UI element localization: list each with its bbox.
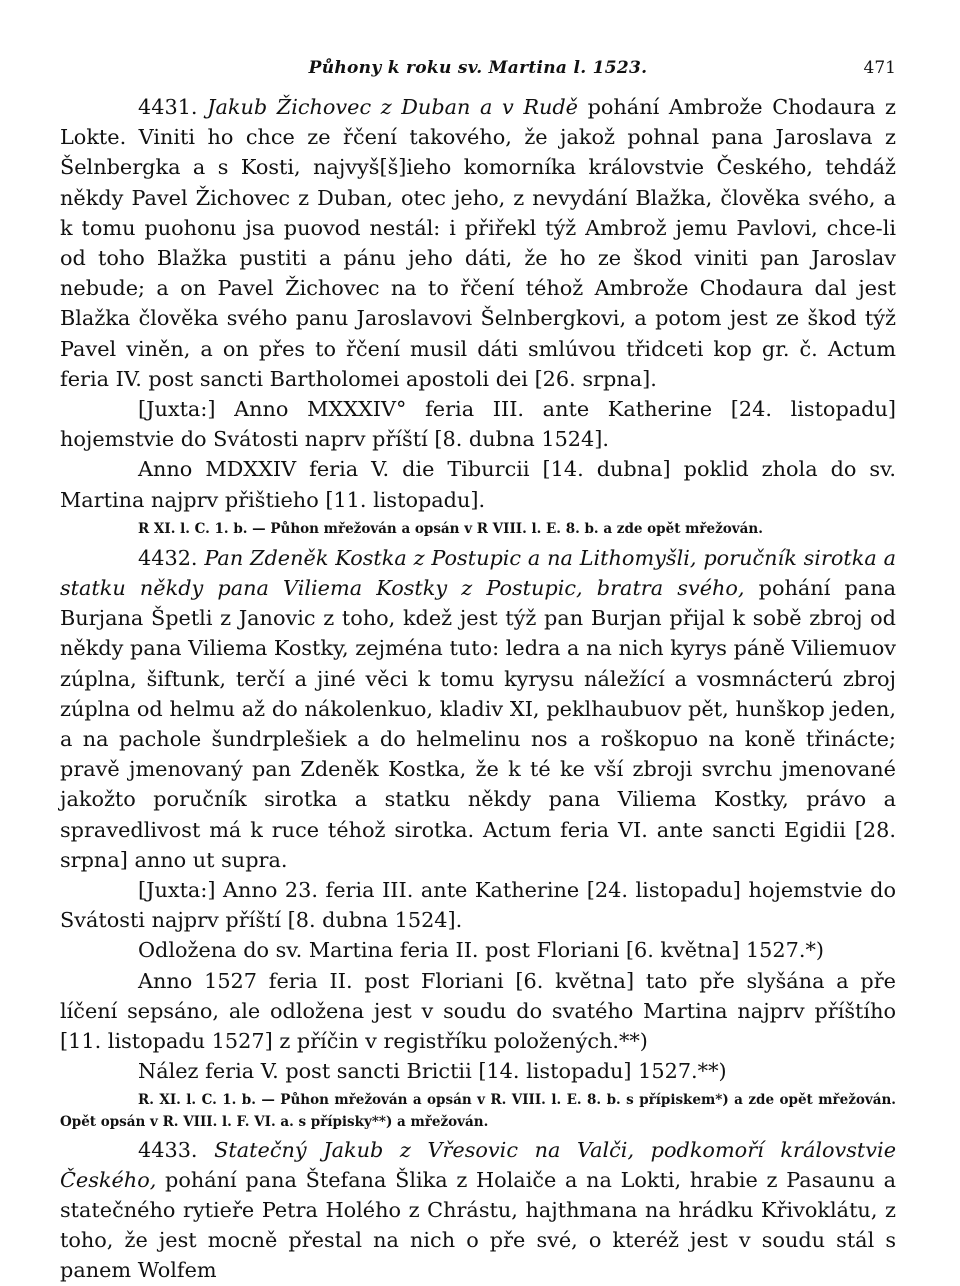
entry-party-name: Pan Zdeněk Kostka z Postupic a na Lithomyšli, poručník sirotka a statku někdy pana Viliema Kostky z Postupic, bratra svého, bbox=[60, 545, 896, 601]
entry-party-name: Jakub Žichovec z Duban a v Rudě bbox=[207, 95, 578, 119]
running-head: Půhony k roku sv. Martina l. 1523. bbox=[308, 58, 648, 78]
entry-4432-juxta: [Juxta:] Anno 23. feria III. ante Katherine [24. listopadu] hojemstvie do Svátosti najprv příští [8. dubna 1524]. bbox=[60, 878, 896, 933]
entry-number: 4431. bbox=[138, 95, 198, 119]
entry-4432 bbox=[60, 543, 896, 875]
entry-number: 4433. bbox=[138, 1137, 198, 1162]
entry-4432-note: R. XI. l. C. 1. b. — Půhon mřežován a opsán v R. VIII. l. E. 8. b. s přípiskem*) a zde opět mřežován. Opět opsán v R. VIII. l. F. VI. a. s přípisky**) a mřežován. bbox=[60, 1091, 896, 1130]
entry-body: pohání pana Štefana Šlika z Holaiče a na Lokti, hrabie z Pasaunu a statečného rytieře Petra Holého z Chrástu, hajthmana na hrádku Křivoklátu, z toho, že jest mocně přestal na nich o pře své, o kteréž jest v soudu stál s panem Wolfem bbox=[60, 1167, 896, 1283]
page-number: 471 bbox=[863, 58, 896, 78]
entry-4431-juxta: [Juxta:] Anno MXXXIV° feria III. ante Katherine [24. listopadu] hojemstvie do Svátosti naprv příští [8. dubna 1524]. bbox=[60, 397, 896, 452]
entry-4433 bbox=[60, 1135, 896, 1286]
entry-4432-odlozena: Odložena do sv. Martina feria II. post Floriani [6. května] 1527.*) bbox=[138, 938, 825, 963]
entry-4432-anno-1527: Anno 1527 feria II. post Floriani [6. května] tato pře slyšána a pře líčení sepsáno, ale odložena jest v soudu do svatého Martina najprv příštího [11. listopadu 1527] z příčin v registříku položených.**) bbox=[60, 968, 896, 1054]
entry-4431-anno: Anno MDXXIV feria V. die Tiburcii [14. dubna] poklid zhola do sv. Martina najprv přištieho [11. listopadu]. bbox=[60, 457, 896, 512]
entry-4431 bbox=[60, 92, 896, 394]
entry-body: pohání Ambrože Chodaura z Lokte. Viniti ho chce ze řčení takového, že jakož pohnal pana Jaroslava z Šelnbergka a s Kosti, najvyš[š]ieho komorníka královstvie Českého, tehdáž někdy Pavel Žichovec z Duban, otec jeho, z nevydání Blažka, člověka svého, a k tomu puohonu jsa puovod nestál: i přiřekl týž Ambrož jemu Pavlovi, chce-li od toho Blažka pustiti a pánu jeho dáti, že ho ze škod viniti pan Jaroslav nebude; a on Pavel Žichovec na to řčení téhož Ambrože Chodaura dal jest Blažka člověka svého panu Jaroslavovi Šelnbergkovi, a potom jest ze škod týž Pavel viněn, a on přes to řčení musil dáti smlúvou třidceti kop gr. č. Actum feria IV. post sancti Bartholomei apostoli dei [26. srpna]. bbox=[60, 95, 897, 391]
entry-body: pohání pana Burjana Špetli z Janovic z toho, kdež jest týž pan Burjan přijal k sobě zbroj od někdy pana Viliema Kostky, zejména tuto: ledra a na nich kyrys páně Viliemuov zúplna, šiftunk, terčí a jiné věci k tomu kyrysu náležící a vosmnácterú zbroj zúplna od helmu až do nákolenkuo, kladiv XI, peklhaubuov pět, hunškop jeden, a na pachole šundrplešiek a do helmelinu nos a roškopuo na koně třinácte; pravě jmenovaný pan Zdeněk Kostka, že k té ke vší zbroji svrchu jmenované jakožto poručník sirotka a statku někdy pana Viliema Kostky, právo a spravedlivost má k ruce téhož sirotka. Actum feria VI. ante sancti Egidii [28. srpna] anno ut supra. bbox=[60, 576, 896, 872]
entry-number: 4432. bbox=[138, 545, 198, 570]
entry-party-name: Statečný Jakub z Vřesovic na Valči, podkomoří královstvie Českého, bbox=[60, 1137, 896, 1192]
document-page bbox=[60, 58, 896, 1286]
page-header bbox=[60, 58, 896, 92]
entry-4432-nalez: Nález feria V. post sancti Brictii [14. listopadu] 1527.**) bbox=[138, 1059, 727, 1084]
entry-4431-note: R XI. l. C. 1. b. — Půhon mřežován a opsán v R VIII. l. E. 8. b. a zde opět mřežován. bbox=[138, 520, 763, 537]
